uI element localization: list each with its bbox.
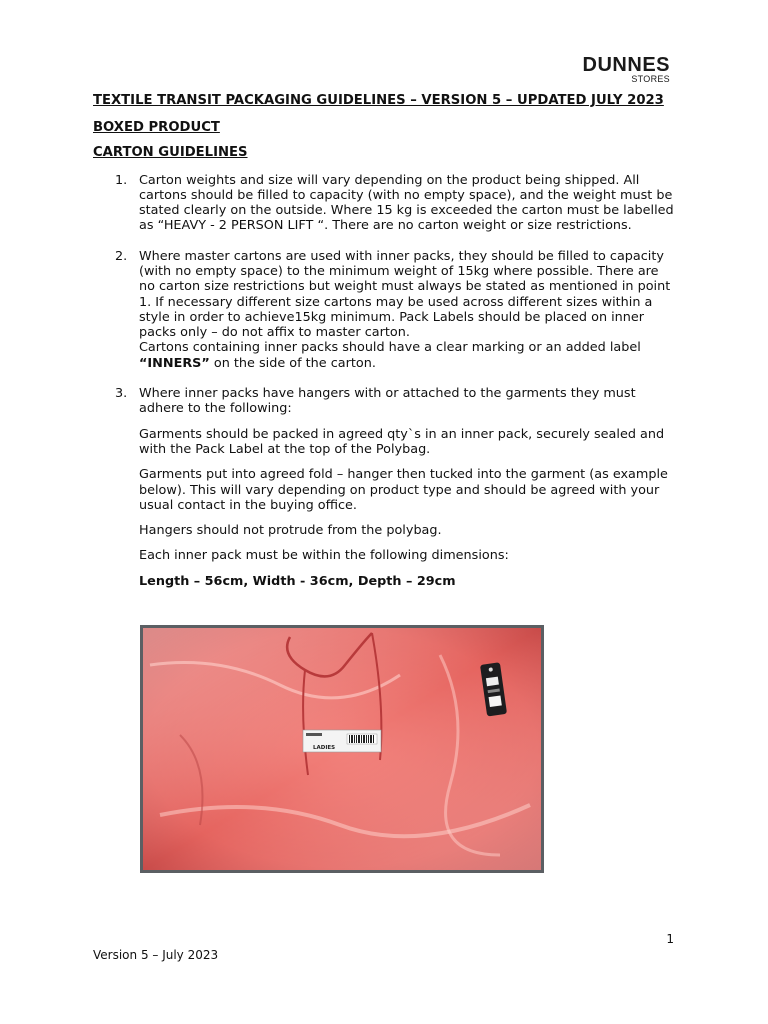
page-number: 1: [666, 932, 674, 946]
footer-version: Version 5 – July 2023: [93, 948, 219, 962]
list-item: [93, 173, 675, 234]
document-body: [93, 93, 675, 589]
list-item-text: Where inner packs have hangers with or attached to the garments they must adhere to the following:: [139, 386, 636, 417]
list-number: 2.: [115, 248, 128, 264]
logo-wordmark: DUNNES: [582, 54, 670, 76]
section-heading: BOXED PRODUCT: [93, 119, 220, 135]
pack-label: [303, 730, 381, 752]
list-number: 3.: [115, 386, 128, 402]
list-item: [93, 386, 675, 589]
note-text: Cartons containing inner packs should have a clear marking or an added label: [139, 340, 641, 356]
paragraph-fold: Garments put into agreed fold – hanger then tucked into the garment (as example below). This will vary depending on product type and should be agreed with your usual contact in the buying office.: [139, 467, 668, 513]
document-title: TEXTILE TRANSIT PACKAGING GUIDELINES – VERSION 5 – UPDATED JULY 2023: [93, 93, 664, 108]
paragraph-pack-label: Garments should be packed in agreed qty`s in an inner pack, securely sealed and with the Pack Label at the top of the Polybag.: [139, 426, 665, 457]
paragraph-dimensions-intro: Each inner pack must be within the following dimensions:: [139, 548, 509, 564]
pack-label-text: LADIES: [313, 745, 336, 751]
inners-label: “INNERS”: [139, 355, 210, 371]
paragraph-hangers: Hangers should not protrude from the polybag.: [139, 523, 442, 539]
packed-garment-photo: [140, 625, 544, 873]
dunnes-stores-logo: [583, 54, 670, 84]
note-text-end: on the side of the carton.: [209, 355, 376, 371]
list-item-text: Where master cartons are used with inner packs, they should be filled to capacity (with no empty space) to the minimum weight of 15kg where possible. There are no carton size restrictions but weight must always be stated as mentioned in point 1. If necessary different size cartons may be used across different sizes within a style in order to achieve15kg minimum. Pack Labels should be placed on inner packs only – do not affix to master carton.: [139, 248, 671, 341]
list-item-note: [139, 340, 675, 371]
dimensions-spec: Length – 56cm, Width - 36cm, Depth – 29cm: [139, 573, 456, 589]
logo-subtext: STORES: [631, 74, 670, 84]
guidelines-list: [93, 173, 675, 590]
list-item: [93, 249, 675, 371]
list-number: 1.: [115, 172, 128, 188]
subsection-heading: CARTON GUIDELINES: [93, 144, 248, 160]
list-item-text: Carton weights and size will vary depending on the product being shipped. All cartons should be filled to capacity (with no empty space), and the weight must be stated clearly on the outside. Where 15 kg is exceeded the carton must be labelled as “HEAVY - 2 PERSON LIFT “. There are no carton weight or size restrictions.: [139, 172, 674, 234]
